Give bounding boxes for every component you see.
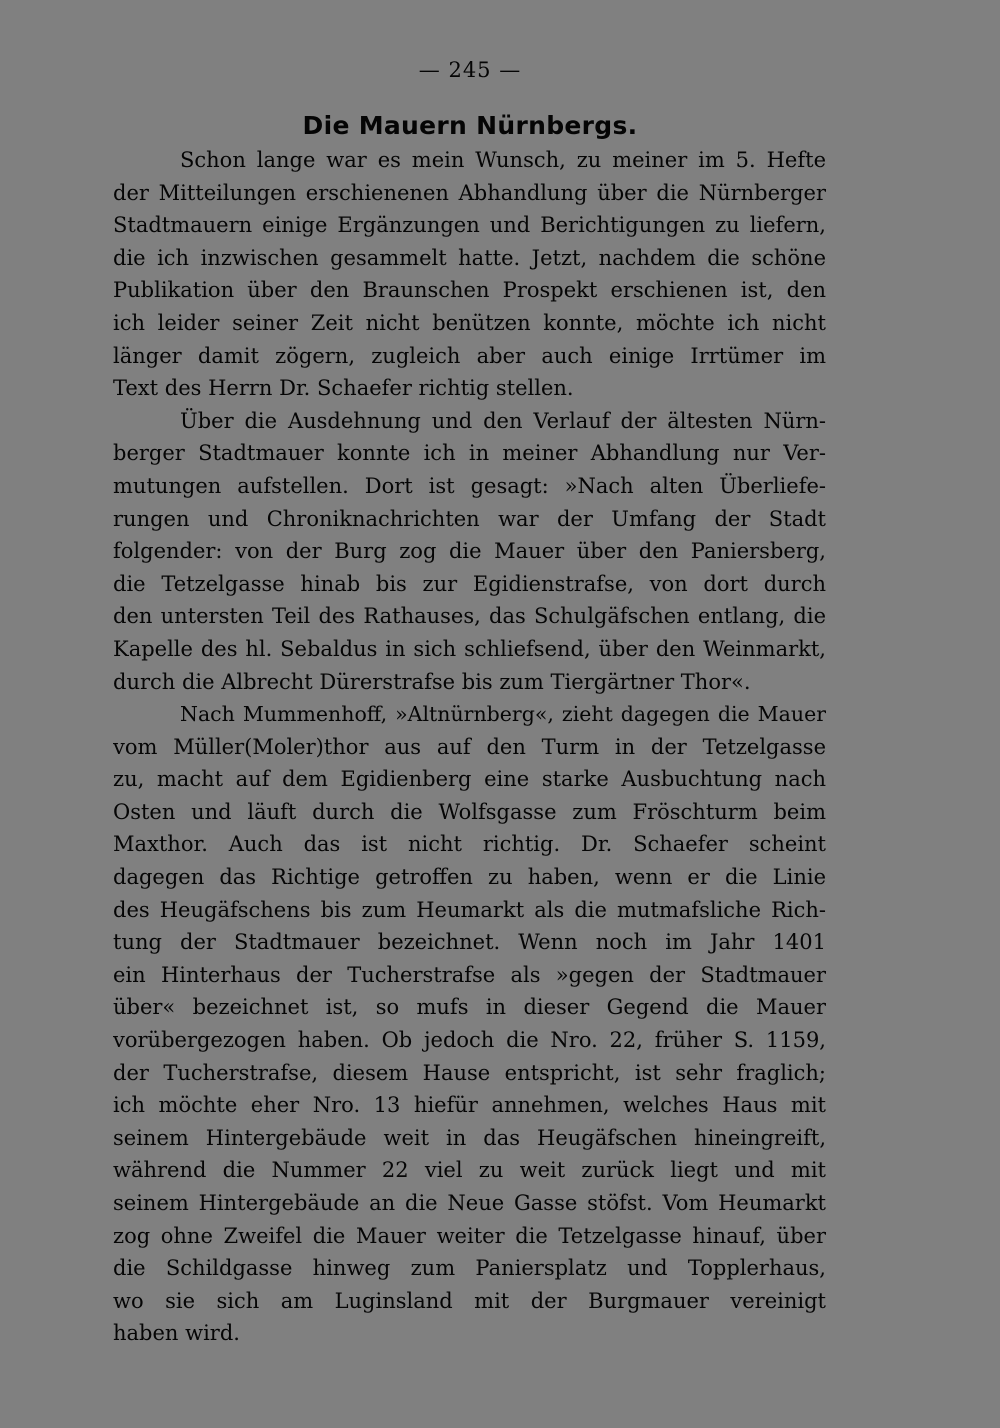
text-line: rungen und Chroniknachrichten war der Umfang der Stadt bbox=[113, 506, 826, 531]
text-line: dagegen das Richtige getroffen zu haben, wenn er die Linie bbox=[113, 865, 826, 890]
text-line: Text des Herrn Dr. Schaefer richtig stellen. bbox=[113, 376, 574, 401]
text-line: des Heugäfschens bis zum Heumarkt als die mutmafsliche Rich- bbox=[113, 897, 826, 922]
paragraph bbox=[113, 144, 826, 405]
text-line: Kapelle des hl. Sebaldus in sich schliefsend, über den Weinmarkt, bbox=[113, 636, 826, 661]
text-line: folgender: von der Burg zog die Mauer über den Paniersberg, bbox=[113, 539, 826, 564]
text-line: die Schildgasse hinweg zum Paniersplatz und Topplerhaus, bbox=[113, 1256, 826, 1281]
text-line: haben wird. bbox=[113, 1321, 240, 1346]
text-line: die Tetzelgasse hinab bis zur Egidienstrafse, von dort durch bbox=[113, 571, 826, 596]
text-line: vorübergezogen haben. Ob jedoch die Nro. 22, früher S. 1159, bbox=[113, 1028, 826, 1053]
page-number: — 245 — bbox=[418, 58, 522, 82]
text-line: tung der Stadtmauer bezeichnet. Wenn noch im Jahr 1401 bbox=[113, 930, 826, 955]
text-line: den untersten Teil des Rathauses, das Schulgäfschen entlang, die bbox=[113, 604, 826, 629]
text-line: Schon lange war es mein Wunsch, zu meiner im 5. Hefte bbox=[180, 148, 826, 172]
text-line: zu, macht auf dem Egidienberg eine starke Ausbuchtung nach bbox=[113, 767, 826, 792]
text-line: der Mitteilungen erschienenen Abhandlung über die Nürnberger bbox=[113, 180, 826, 205]
text-line: der Tucherstrafse, diesem Hause entspricht, ist sehr fraglich; bbox=[113, 1060, 826, 1085]
text-line: ich möchte eher Nro. 13 hiefür annehmen, welches Haus mit bbox=[113, 1093, 826, 1118]
text-line: berger Stadtmauer konnte ich in meiner Abhandlung nur Ver- bbox=[113, 441, 826, 466]
text-line: Maxthor. Auch das ist nicht richtig. Dr. Schaefer scheint bbox=[113, 832, 826, 857]
text-line: seinem Hintergebäude an die Neue Gasse stöfst. Vom Heumarkt bbox=[113, 1191, 826, 1215]
paragraph bbox=[113, 698, 826, 1350]
text-line: zog ohne Zweifel die Mauer weiter die Tetzelgasse hinauf, über bbox=[113, 1223, 826, 1248]
text-line: Osten und läuft durch die Wolfsgasse zum Fröschturm beim bbox=[113, 799, 826, 824]
text-line: die ich inzwischen gesammelt hatte. Jetzt, nachdem die schöne bbox=[113, 245, 826, 270]
text-line: Über die Ausdehnung und den Verlauf der ältesten Nürn- bbox=[180, 408, 826, 433]
text-line: seinem Hintergebäude weit in das Heugäfschen hineingreift, bbox=[113, 1125, 826, 1150]
text-line: Nach Mummenhoff, »Altnürnberg«, zieht dagegen die Mauer bbox=[180, 702, 826, 727]
text-line: länger damit zögern, zugleich aber auch einige Irrtümer im bbox=[113, 343, 826, 368]
text-line: über« bezeichnet ist, so mufs in dieser Gegend die Mauer bbox=[113, 995, 826, 1020]
text-line: Stadtmauern einige Ergänzungen und Berichtigungen zu liefern, bbox=[113, 213, 826, 238]
page-title: Die Mauern Nürnbergs. bbox=[302, 111, 638, 140]
text-line: wo sie sich am Luginsland mit der Burgmauer vereinigt bbox=[113, 1288, 826, 1313]
text-line: Publikation über den Braunschen Prospekt erschienen ist, den bbox=[113, 278, 826, 303]
text-line: durch die Albrecht Dürerstrafse bis zum Tiergärtner Thor«. bbox=[113, 669, 751, 694]
paragraph bbox=[113, 405, 826, 698]
body-text bbox=[113, 144, 826, 1350]
text-line: ich leider seiner Zeit nicht benützen konnte, möchte ich nicht bbox=[113, 310, 826, 335]
text-line: während die Nummer 22 viel zu weit zurück liegt und mit bbox=[113, 1158, 826, 1183]
text-line: vom Müller(Moler)thor aus auf den Turm in der Tetzelgasse bbox=[113, 734, 826, 759]
text-line: mutungen aufstellen. Dort ist gesagt: »Nach alten Überliefe- bbox=[113, 473, 826, 498]
text-line: ein Hinterhaus der Tucherstrafse als »gegen der Stadtmauer bbox=[113, 962, 826, 987]
